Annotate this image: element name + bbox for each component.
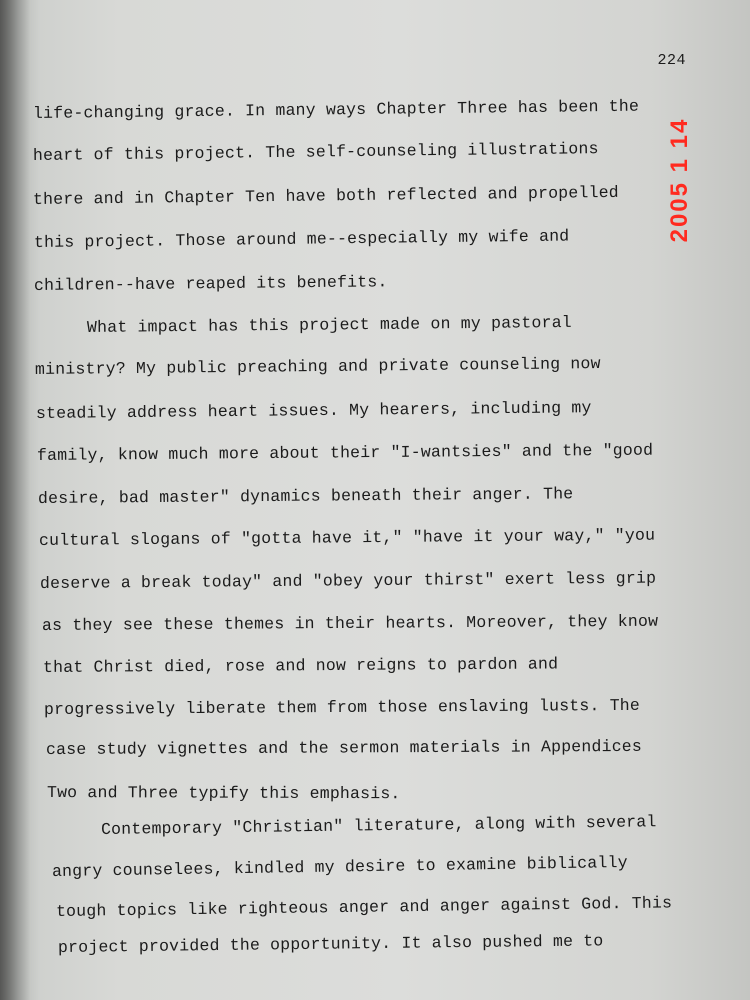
page-number: 224: [657, 52, 686, 69]
text-line: ministry? My public preaching and private counseling now: [34, 354, 601, 379]
text-line: case study vignettes and the sermon materials in Appendices: [45, 736, 643, 759]
text-line paragraph-start: Contemporary "Christian" literature, along with several: [100, 812, 657, 839]
text-line: that Christ died, rose and now reigns to pardon and: [42, 654, 559, 677]
text-line: cultural slogans of "gotta have it," "have it your way," "you: [38, 525, 656, 550]
date-stamp: [664, 100, 696, 260]
page-binding-shadow: [0, 0, 30, 1000]
date-stamp-text: 2005 1 14: [666, 117, 693, 243]
text-line: heart of this project. The self-counseling illustrations: [32, 139, 599, 165]
text-line paragraph-start: What impact has this project made on my pastoral: [86, 312, 572, 337]
text-line: life-changing grace. In many ways Chapter Three has been the: [32, 96, 640, 123]
text-line: desire, bad master" dynamics beneath their anger. The: [37, 484, 574, 508]
text-line: this project. Those around me--especially my wife and: [33, 226, 570, 252]
text-line: steadily address heart issues. My hearers, including my: [35, 398, 592, 423]
text-line: progressively liberate them from those enslaving lusts. The: [43, 695, 641, 719]
text-line: family, know much more about their "I-wantsies" and the "good: [36, 440, 654, 465]
text-line: angry counselees, kindled my desire to examine biblically: [51, 852, 628, 881]
text-line: Two and Three typify this emphasis.: [46, 783, 401, 804]
text-line: as they see these themes in their hearts. Moreover, they know: [41, 611, 659, 635]
text-line: deserve a break today" and "obey your thirst" exert less grip: [39, 568, 657, 593]
text-line: there and in Chapter Ten have both reflected and propelled: [32, 182, 619, 209]
text-line: tough topics like righteous anger and anger against God. This: [55, 893, 673, 921]
text-line: children--have reaped its benefits.: [33, 272, 388, 295]
text-line: project provided the opportunity. It also pushed me to: [57, 931, 604, 957]
